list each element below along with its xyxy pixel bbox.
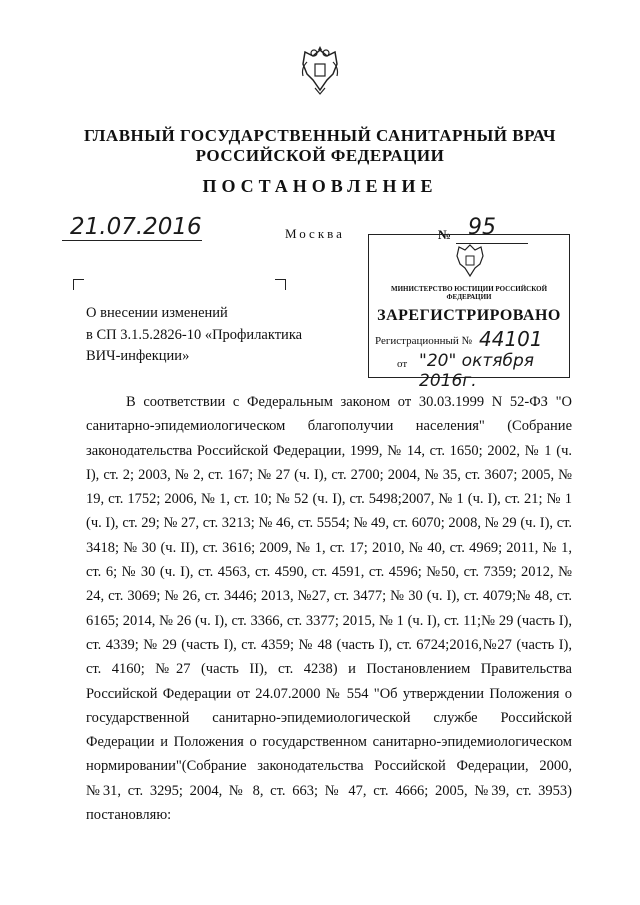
stamp-date: "20" октября 2016г. — [419, 351, 534, 391]
subject-line: О внесении изменений — [86, 305, 228, 321]
issuer-title-line1: ГЛАВНЫЙ ГОСУДАРСТВЕННЫЙ САНИТАРНЫЙ ВРАЧ — [84, 126, 556, 145]
document-number: 95 — [468, 215, 496, 240]
stamp-reg-label: Регистрационный № — [375, 335, 473, 347]
stamp-title: ЗАРЕГИСТРИРОВАНО — [377, 307, 561, 324]
subject-line: ВИЧ-инфекции» — [86, 348, 190, 364]
stamp-ministry: МИНИСТЕРСТВО ЮСТИЦИИ РОССИЙСКОЙ ФЕДЕРАЦИИ — [390, 285, 548, 301]
document-subject — [86, 303, 302, 368]
document-number-label: № — [438, 227, 452, 242]
issuer-title-line2: РОССИЙСКОЙ ФЕДЕРАЦИИ — [195, 146, 445, 165]
stamp-reg-number: 44101 — [479, 327, 543, 351]
coat-of-arms-icon — [297, 44, 343, 96]
document-type-title: ПОСТАНОВЛЕНИЕ — [202, 176, 438, 196]
registration-stamp — [368, 234, 570, 391]
stamp-emblem-icon — [453, 241, 487, 281]
body-paragraph: В соответствии с Федеральным законом от 30.03.1999 N 52-ФЗ "О санитарно-эпидемиологическом благополучии населения" (Собрание законодательства Российской Федерации, 1999, № 14, ст. 1650; 2002, № 1 (ч. I), ст. 2; 2003, № 2, ст. 167; № 27 (ч. I), ст. 2700; 2004, № 35, ст. 3607; 2005, № 19, ст. 1752; 2006, № 1, ст. 10; № 52 (ч. I), ст. 5498;2007, № 1 (ч. I), ст. 21; № 1 (ч. I), ст. 29; № 27, ст. 3213; № 46, ст. 5554; № 49, ст. 6070; 2008, № 29 (ч. I), ст. 3418; № 30 (ч. II), ст. 3616; 2009, № 1, ст. 17; 2010, № 40, ст. 4969; 2011, № 1, ст. 6; № 30 (ч. I), ст. 4563, ст. 4590, ст. 4591, ст. 4596; №50, ст. 7359; 2012, № 24, ст. 3069; № 26, ст. 3446; 2013, №27, ст. 3477; № 30 (ч. I), ст. 4079;№ 48, ст. 6165; 2014, № 26 (ч. I), ст. 3366, ст. 3377; 2015, № 1 (ч. I), ст. 11;№ 29 (часть I), ст. 4339; № 29 (часть I), ст. 4359; № 48 (часть I), ст. 6724;2016,№27 (часть I), ст. 4160; №27 (часть II), ст. 4238) и Постановлением Правительства Российской Федерации от 24.07.2000 № 554 "Об утверждении Положения о государственной санитарно-эпидемиологической службе Российской Федерации и Положения о государственном санитарно-эпидемиологическом нормировании"(Собрание законодательства Российской Федерации, 2000, №31, ст. 3295; 2004, № 8, ст. 663; № 47, ст. 4666; 2005, №39, ст. 3953) постановляю: — [86, 394, 572, 824]
subject-corner-right — [275, 279, 286, 290]
document-city: Москва — [285, 226, 345, 241]
stamp-date-label: от — [397, 358, 408, 370]
subject-line: в СП 3.1.5.2826-10 «Профилактика — [86, 326, 303, 343]
subject-corner-left — [73, 279, 84, 290]
date-underline — [62, 240, 202, 241]
document-date: 21.07.2016 — [70, 214, 202, 240]
